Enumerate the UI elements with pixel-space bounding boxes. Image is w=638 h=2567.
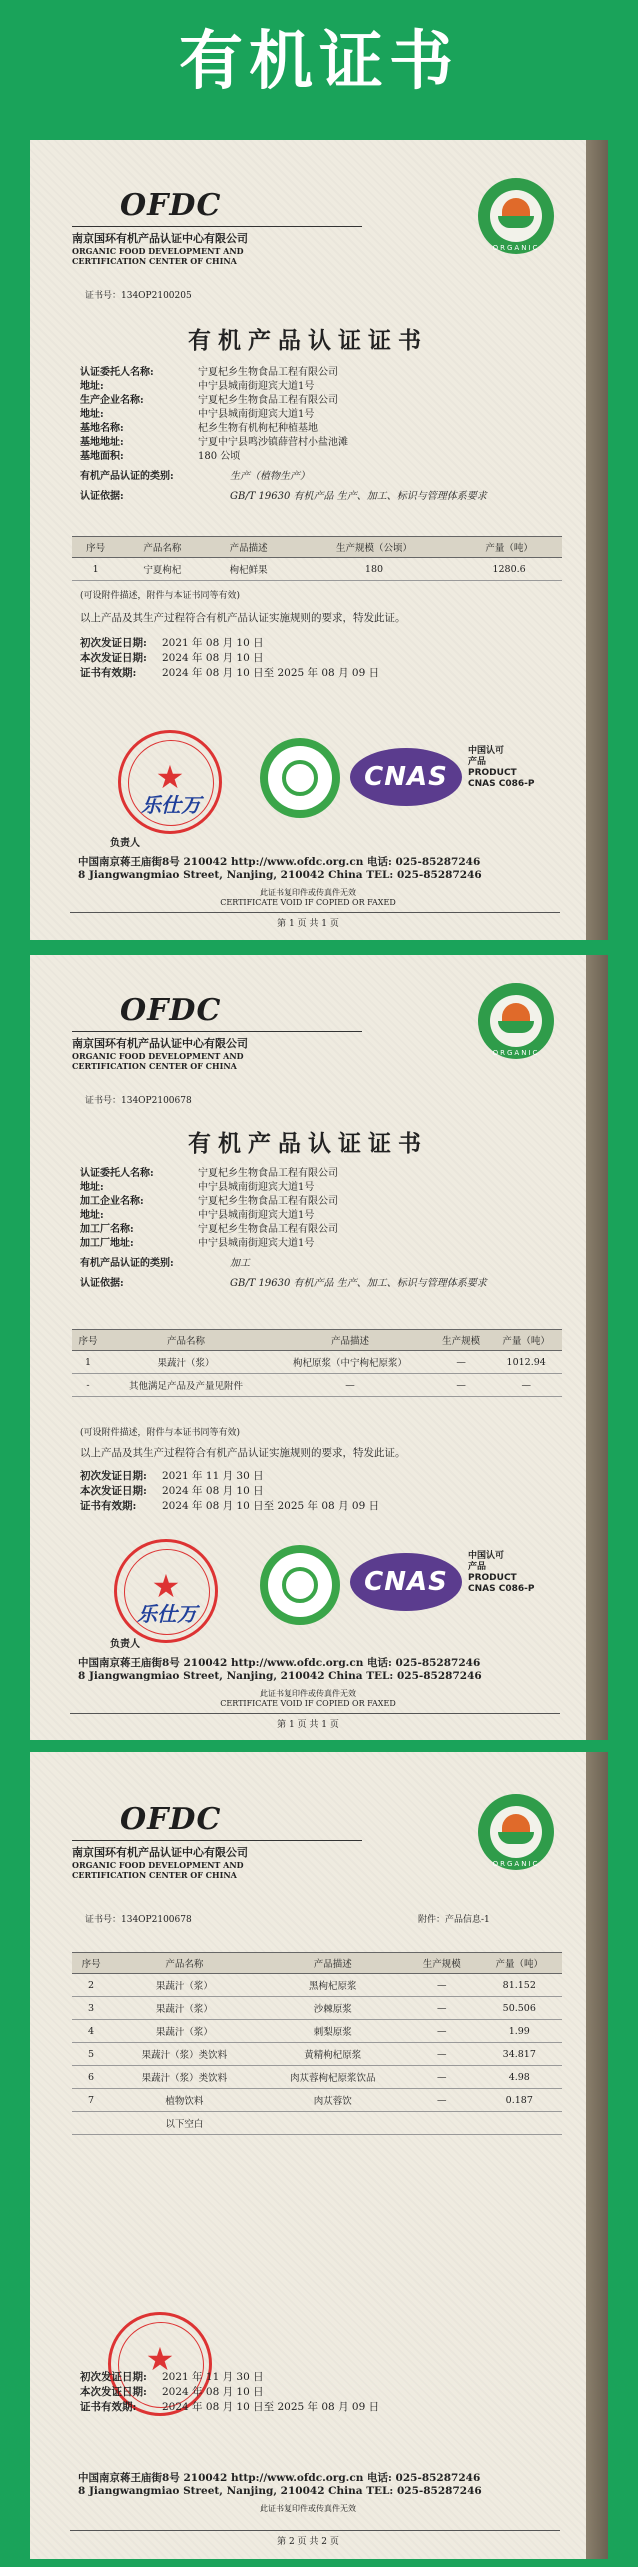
field-row: 基地面积: 180 公顷 <box>80 451 241 462</box>
product-table: 序号 产品名称 产品描述 生产规模 产量（吨） 1 果蔬汁（浆） 枸杞原浆（中宁枸杞原浆） — 1012.94 - 其他满足产品及产量见附件 — — — <box>72 1329 562 1397</box>
page-number: 第 2 页 共 2 页 <box>277 2537 339 2547</box>
certification-statement: 以上产品及其生产过程符合有机产品认证实施规则的要求，特发此证。 <box>80 612 406 624</box>
field-row: 加工企业名称: 宁夏杞乡生物食品工程有限公司 <box>80 1196 338 1207</box>
field-row: 有机产品认证的类别: 生产（植物生产） <box>80 471 310 482</box>
official-seal: ★ <box>108 2312 212 2416</box>
field-row: 地址: 中宁县城南街迎宾大道1号 <box>80 381 315 392</box>
field-row: 认证依据: GB/T 19630 有机产品 生产、加工、标识与管理体系要求 <box>80 1278 487 1289</box>
attachment-note: (可设附件描述，附件与本证书同等有效) <box>80 1428 241 1438</box>
signer-label: 负责人 <box>110 838 140 849</box>
certificate-number: 证书号：134OP2100678 <box>85 1096 192 1106</box>
org-name-en: ORGANIC FOOD DEVELOPMENT AND CERTIFICATION CENTER OF CHINA <box>72 1051 244 1071</box>
footer-address: 中国南京蒋王庙街8号 210042 http://www.ofdc.org.cn 电话: 025-85287246 8 Jiangwangmiao Street, Nanjing, 210042 China TEL: 025-85287246 <box>78 856 482 881</box>
table-row: 3 果蔬汁（浆） 沙棘原浆 — 50.506 <box>72 1997 562 2020</box>
official-seal: ★ 乐仕万 <box>118 730 222 834</box>
certificate-2 <box>30 955 608 1740</box>
certification-statement: 以上产品及其生产过程符合有机产品认证实施规则的要求，特发此证。 <box>80 1447 406 1459</box>
attachment-note: (可设附件描述，附件与本证书同等有效) <box>80 591 241 601</box>
table-row: 1 宁夏枸杞 枸杞鲜果 180 1280.6 <box>72 558 562 581</box>
field-row: 基地名称: 杞乡生物有机枸杞种植基地 <box>80 423 318 434</box>
official-seal: ★ 乐仕万 <box>114 1539 218 1643</box>
field-row: 地址: 中宁县城南街迎宾大道1号 <box>80 1210 315 1221</box>
table-row: 以下空白 <box>72 2112 562 2135</box>
issue-dates: 初次发证日期: 2021 年 11 月 30 日 本次发证日期: 2024 年 08 月 10 日 证书有效期: 2024 年 08 月 10 日至 2025 年 08 月 09 日 <box>80 2371 380 2413</box>
field-row: 地址: 中宁县城南街迎宾大道1号 <box>80 409 315 420</box>
cnas-accreditation-text: 中国认可 产品 PRODUCT CNAS C086-P <box>468 746 535 789</box>
table-row: 2 果蔬汁（浆） 黑枸杞原浆 — 81.152 <box>72 1974 562 1997</box>
organic-logo-icon: ORGANIC <box>478 178 554 254</box>
certificate-fields <box>80 366 550 504</box>
org-name-en: ORGANIC FOOD DEVELOPMENT AND CERTIFICATION CENTER OF CHINA <box>72 246 244 266</box>
field-row: 加工厂名称: 宁夏杞乡生物食品工程有限公司 <box>80 1224 338 1235</box>
table-row: 4 果蔬汁（浆） 刺梨原浆 — 1.99 <box>72 2020 562 2043</box>
banner <box>0 0 638 112</box>
footer-divider <box>70 2530 560 2531</box>
ofdc-logo: OFDC <box>120 993 222 1028</box>
product-table: 序号 产品名称 产品描述 生产规模 产量（吨） 2 果蔬汁（浆） 黑枸杞原浆 — 81.152 3 果蔬汁（浆） 沙棘原浆 — 50.506 4 果蔬汁（浆） 刺梨原浆 — 1.99 5 果蔬汁（浆）类饮料 黄精枸杞原浆 — 34.817 6 果蔬汁（浆）类饮料 肉苁蓉枸杞原浆饮品 — 4.98 7 植物饮料 肉苁蓉饮 — 0.187 以下空白 <box>72 1952 562 2135</box>
table-row: 7 植物饮料 肉苁蓉饮 — 0.187 <box>72 2089 562 2112</box>
page-number: 第 1 页 共 1 页 <box>277 1720 339 1730</box>
field-row: 基地地址: 宁夏中宁县鸣沙镇薛营村小盐池滩 <box>80 437 348 448</box>
issue-dates: 初次发证日期: 2021 年 11 月 30 日 本次发证日期: 2024 年 08 月 10 日 证书有效期: 2024 年 08 月 10 日至 2025 年 08 月 09 日 <box>80 1470 380 1512</box>
cnas-logo-icon: CNAS <box>350 1553 462 1611</box>
cnas-logo-icon: CNAS <box>350 748 462 806</box>
field-row: 加工厂地址: 中宁县城南街迎宾大道1号 <box>80 1238 315 1249</box>
table-row: 6 果蔬汁（浆）类饮料 肉苁蓉枸杞原浆饮品 — 4.98 <box>72 2066 562 2089</box>
field-row: 认证委托人名称: 宁夏杞乡生物食品工程有限公司 <box>80 367 338 378</box>
field-row: 认证依据: GB/T 19630 有机产品 生产、加工、标识与管理体系要求 <box>80 491 487 502</box>
organic-logo-icon: ORGANIC <box>478 983 554 1059</box>
field-row: 有机产品认证的类别: 加工 <box>80 1258 250 1269</box>
footer-address: 中国南京蒋王庙街8号 210042 http://www.ofdc.org.cn 电话: 025-85287246 8 Jiangwangmiao Street, Nanjing, 210042 China TEL: 025-85287246 <box>78 2472 482 2497</box>
certificate-title: 有机产品认证证书 <box>188 327 428 354</box>
product-table: 序号 产品名称 产品描述 生产规模（公顷） 产量（吨） 1 宁夏枸杞 枸杞鲜果 180 1280.6 <box>72 536 562 581</box>
cnas-accreditation-text: 中国认可 产品 PRODUCT CNAS C086-P <box>468 1551 535 1594</box>
field-row: 生产企业名称: 宁夏杞乡生物食品工程有限公司 <box>80 395 338 406</box>
footer-address: 中国南京蒋王庙街8号 210042 http://www.ofdc.org.cn 电话: 025-85287246 8 Jiangwangmiao Street, Nanjing, 210042 China TEL: 025-85287246 <box>78 1657 482 1682</box>
page-number: 第 1 页 共 1 页 <box>277 919 339 929</box>
header-divider <box>72 1031 362 1032</box>
certificate-title: 有机产品认证证书 <box>188 1130 428 1157</box>
china-organic-logo-icon <box>260 1545 340 1625</box>
banner-title: 有机证书 <box>179 25 459 99</box>
certificate-number: 证书号：134OP2100678 <box>85 1915 192 1925</box>
org-name-cn: 南京国环有机产品认证中心有限公司 <box>72 1846 248 1859</box>
certificate-fields <box>80 1167 550 1291</box>
field-row: 地址: 中宁县城南街迎宾大道1号 <box>80 1182 315 1193</box>
issue-dates: 初次发证日期: 2021 年 08 月 10 日 本次发证日期: 2024 年 08 月 10 日 证书有效期: 2024 年 08 月 10 日至 2025 年 08 月 09 日 <box>80 637 380 679</box>
org-name-cn: 南京国环有机产品认证中心有限公司 <box>72 1037 248 1050</box>
table-row: - 其他满足产品及产量见附件 — — — <box>72 1374 562 1397</box>
ofdc-logo: OFDC <box>120 188 222 223</box>
china-organic-logo-icon <box>260 738 340 818</box>
void-notice: 此证书复印件或传真件无效 CERTIFICATE VOID IF COPIED OR FAXED <box>220 888 396 907</box>
organic-logo-icon: ORGANIC <box>478 1794 554 1870</box>
footer-divider <box>70 1713 560 1714</box>
signer-label: 负责人 <box>110 1639 140 1650</box>
footer-divider <box>70 912 560 913</box>
org-name-en: ORGANIC FOOD DEVELOPMENT AND CERTIFICATION CENTER OF CHINA <box>72 1860 244 1880</box>
table-row: 1 果蔬汁（浆） 枸杞原浆（中宁枸杞原浆） — 1012.94 <box>72 1351 562 1374</box>
org-name-cn: 南京国环有机产品认证中心有限公司 <box>72 232 248 245</box>
header-divider <box>72 226 362 227</box>
attachment-label: 附件：产品信息-1 <box>418 1915 490 1925</box>
void-notice: 此证书复印件或传真件无效 <box>260 2504 356 2513</box>
certificate-number: 证书号：134OP2100205 <box>85 291 192 301</box>
field-row: 认证委托人名称: 宁夏杞乡生物食品工程有限公司 <box>80 1168 338 1179</box>
ofdc-logo: OFDC <box>120 1802 222 1837</box>
table-row: 5 果蔬汁（浆）类饮料 黄精枸杞原浆 — 34.817 <box>72 2043 562 2066</box>
certificate-3-attachment <box>30 1752 608 2559</box>
header-divider <box>72 1840 362 1841</box>
void-notice: 此证书复印件或传真件无效 CERTIFICATE VOID IF COPIED OR FAXED <box>220 1689 396 1708</box>
certificate-1 <box>30 140 608 940</box>
